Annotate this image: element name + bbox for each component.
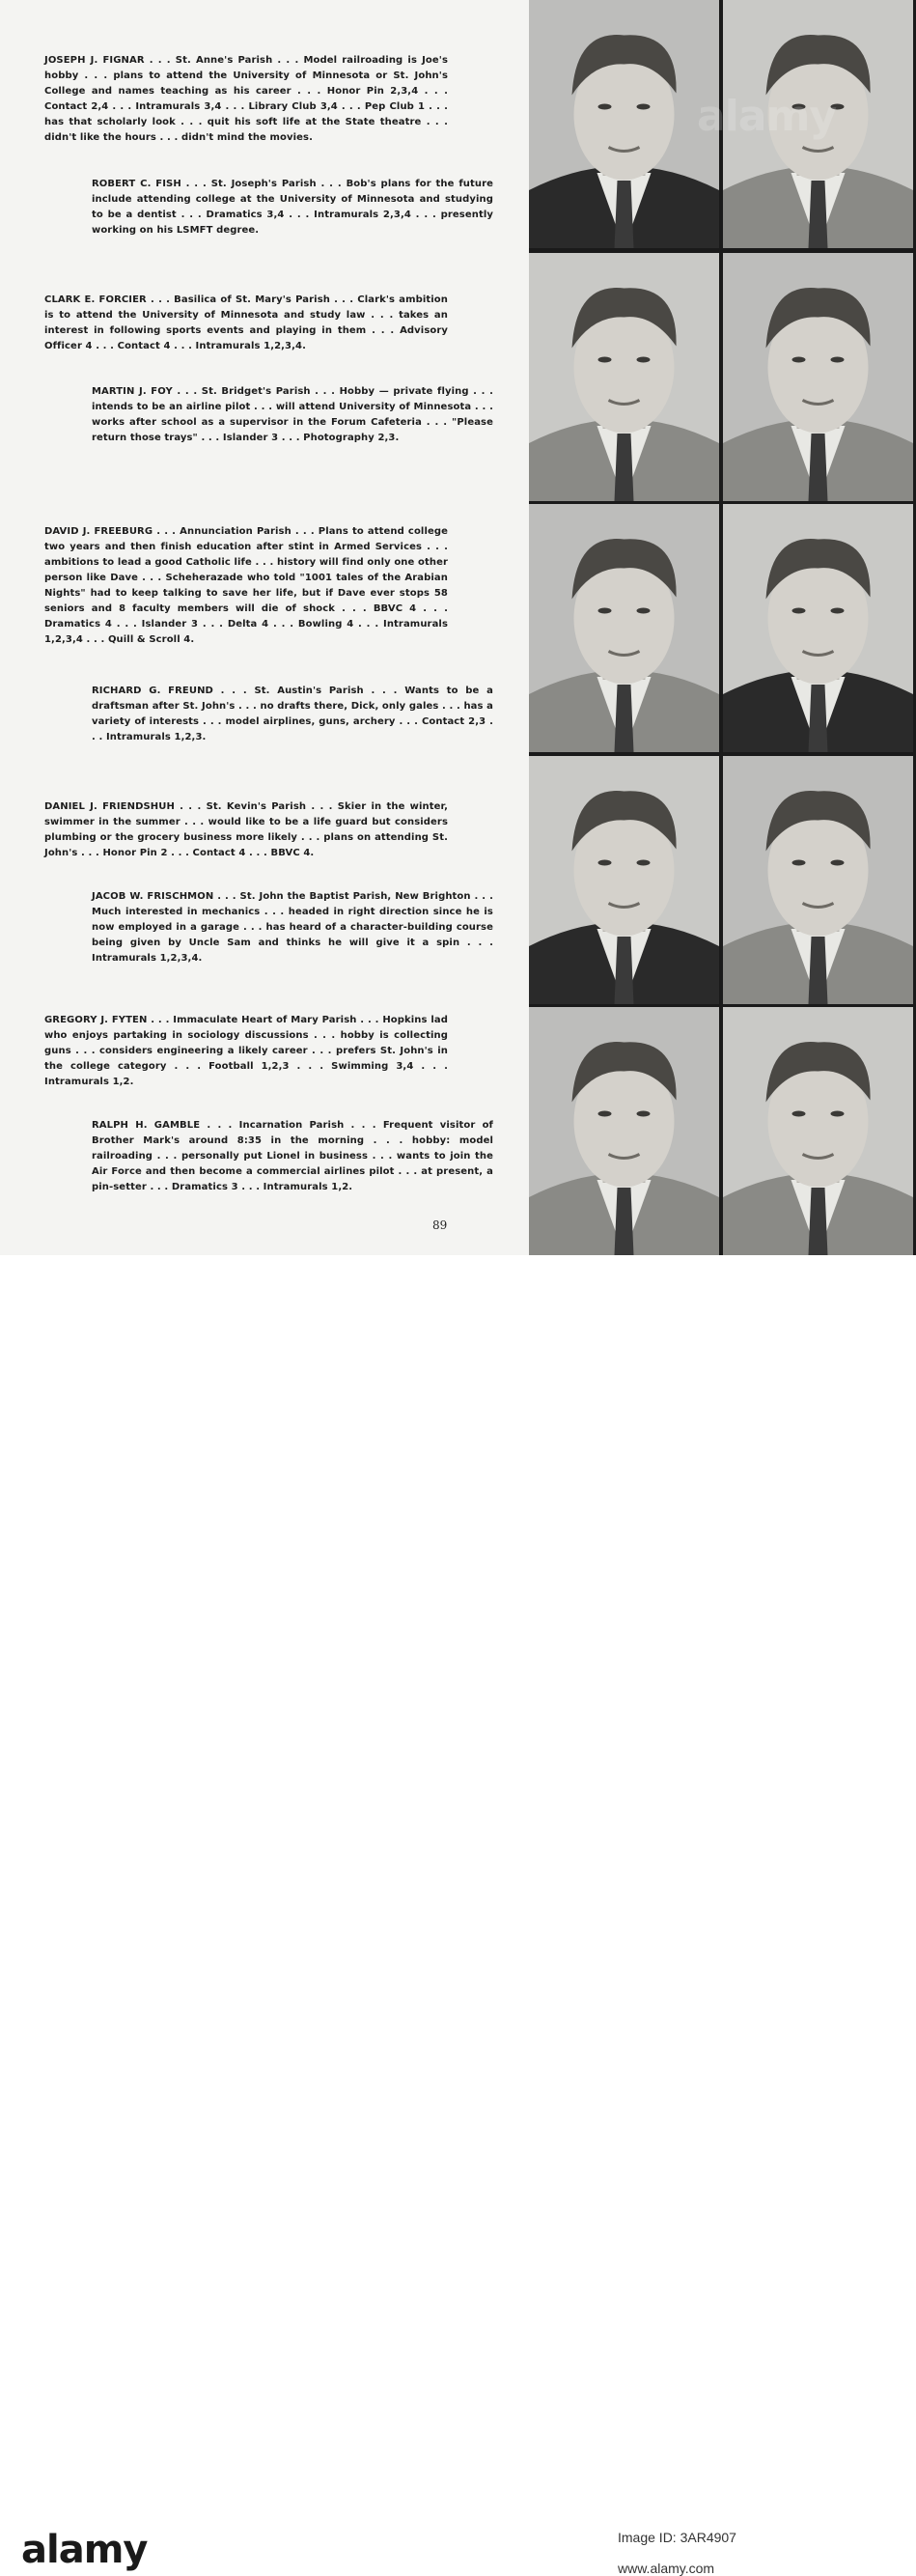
brand-logo: alamy	[21, 2528, 148, 2572]
entry-fignar: JOSEPH J. FIGNAR . . . St. Anne's Parish . . . Model railroading is Joe's hobby . . . plans to attend the University of Minnesota or St. John's College and names teaching as his career . . . Honor Pin 2,3,4 . . . Contact 2,4 . . . Intramurals 3,4 . . . Library Club 3,4 . . . Pep Club 1 . . . has that scholarly look . . . quit his soft life at the State theatre . . . didn't like the hours . . . didn't mind the movies.	[44, 55, 448, 143]
portrait-foy	[723, 253, 913, 501]
entry-freund: RICHARD G. FREUND . . . St. Austin's Parish . . . Wants to be a draftsman after St. John's . . . no drafts there, Dick, only gales . . . has a variety of interests . . . model airplines, guns, archery . . . Contact 2,3 . . . Intramurals 1,2,3.	[92, 686, 493, 742]
entry-fyten: GREGORY J. FYTEN . . . Immaculate Heart of Mary Parish . . . Hopkins lad who enjoys partaking in sociology discussions . . . hobby is collecting guns . . . considers engineering a likely career . . . prefers St. John's in the college category . . . Football 1,2,3 . . . Swimming 3,4 . . . Intramurals 1,2.	[44, 1015, 448, 1087]
yearbook-page	[0, 0, 916, 1255]
portrait-fignar	[529, 0, 719, 248]
stock-footer	[0, 1255, 916, 2576]
entry-foy: MARTIN J. FOY . . . St. Bridget's Parish . . . Hobby — private flying . . . intends to be an airline pilot . . . will attend University of Minnesota . . . works after school as a supervisor in the Forum Cafeteria . . . "Please return those trays" . . . Islander 3 . . . Photography 2,3.	[92, 386, 493, 443]
portrait-frischmon	[723, 756, 913, 1004]
watermark: alamy	[697, 92, 836, 141]
portrait-gamble	[723, 1007, 913, 1255]
portrait-forcier	[529, 253, 719, 501]
entry-fish: ROBERT C. FISH . . . St. Joseph's Parish . . . Bob's plans for the future include attending college at the University of Minnesota and studying to be a dentist . . . Dramatics 3,4 . . . Intramurals 2,3,4 . . . presently working on his LSMFT degree.	[92, 179, 493, 236]
image-id: Image ID: 3AR4907	[618, 2530, 736, 2545]
portrait-fyten	[529, 1007, 719, 1255]
portrait-friendshuh	[529, 756, 719, 1004]
portrait-freund	[723, 504, 913, 752]
entry-frischmon: JACOB W. FRISCHMON . . . St. John the Baptist Parish, New Brighton . . . Much interested in mechanics . . . headed in right direction since he is now employed in a garage . . . has heard of a character-building course being given by Uncle Sam and thinks he will give it a spin . . . Intramurals 1,2,3,4.	[92, 891, 493, 964]
portrait-freeburg	[529, 504, 719, 752]
entry-forcier: CLARK E. FORCIER . . . Basilica of St. Mary's Parish . . . Clark's ambition is to attend the University of Minnesota and study law . . . takes an interest in following sports events and playing in them . . . Advisory Officer 4 . . . Contact 4 . . . Intramurals 1,2,3,4.	[44, 294, 448, 351]
page-number: 89	[432, 1218, 448, 1232]
entry-gamble: RALPH H. GAMBLE . . . Incarnation Parish . . . Frequent visitor of Brother Mark's around 8:35 in the morning . . . hobby: model railroading . . . personally put Lionel in business . . . wants to join the Air Force and then become a commercial airlines pilot . . . at present, a pin-setter . . . Dramatics 3 . . . Intramurals 1,2.	[92, 1120, 493, 1192]
site-url: www.alamy.com	[618, 2561, 715, 2576]
entry-friendshuh: DANIEL J. FRIENDSHUH . . . St. Kevin's Parish . . . Skier in the winter, swimmer in the summer . . . would like to be a life guard but considers plumbing or the grocery business more likely . . . plans on attending St. John's . . . Honor Pin 2 . . . Contact 4 . . . BBVC 4.	[44, 801, 448, 858]
entry-freeburg: DAVID J. FREEBURG . . . Annunciation Parish . . . Plans to attend college two years and then finish education after stint in Armed Services . . . ambitions to lead a good Catholic life . . . history will find only one other person like Dave . . . Scheherazade who told "1001 tales of the Arabian Nights" had to keep talking to save her life, but if Dave ever stops 58 seniors and 8 faculty members will die of shock . . . BBVC 4 . . . Dramatics 4 . . . Islander 3 . . . Delta 4 . . . Bowling 4 . . . Intramurals 1,2,3,4 . . . Quill & Scroll 4.	[44, 526, 448, 645]
portrait-grid	[529, 0, 916, 1255]
